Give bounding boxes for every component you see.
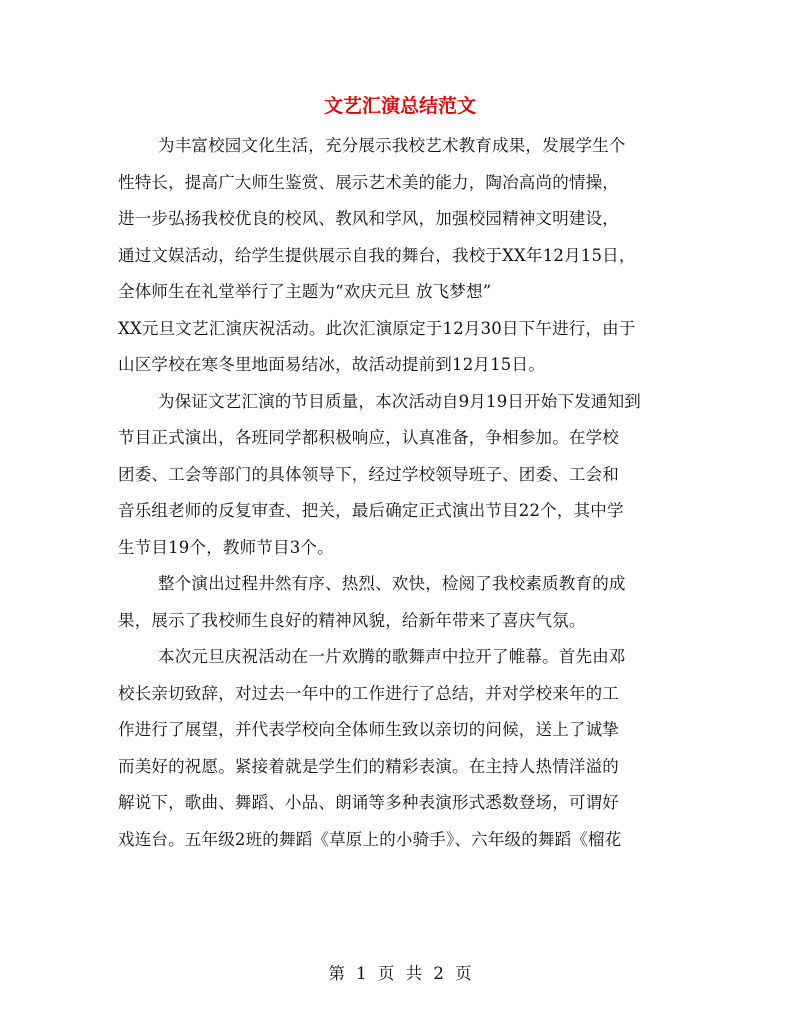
paragraph-line: 为丰富校园文化生活，充分展示我校艺术教育成果，发展学生个 bbox=[158, 136, 626, 155]
paragraph-line: 生节目19个，教师节目3个。 bbox=[118, 537, 334, 557]
paragraph-line: 音乐组老师的反复审查、把关，最后确定正式演出节目22个，其中学 bbox=[118, 501, 624, 520]
paragraph-line: 全体师生在礼堂举行了主题为“欢庆元旦 放飞梦想” bbox=[118, 282, 492, 301]
paragraph-line: 果，展示了我校师生良好的精神风貌，给新年带来了喜庆气氛。 bbox=[118, 610, 586, 630]
document-title: 文艺汇演总结范文 bbox=[323, 95, 476, 117]
paragraph-line: 为保证文艺汇演的节目质量，本次活动自9月19日开始下发通知到 bbox=[158, 391, 641, 411]
paragraph-4 bbox=[118, 639, 686, 858]
paragraph-line: 性特长，提高广大师生鉴赏、展示艺术美的能力，陶冶高尚的情操， bbox=[118, 172, 619, 192]
paragraph-line: 作进行了展望，并代表学校向全体师生致以亲切的问候，送上了诚挚 bbox=[118, 720, 619, 739]
paragraph-line: 进一步弘扬我校优良的校风、教风和学风，加强校园精神文明建设， bbox=[118, 209, 619, 228]
document-body bbox=[118, 128, 686, 858]
paragraph-line: 解说下，歌曲、舞蹈、小品、朗诵等多种表演形式悉数登场，可谓好 bbox=[118, 793, 619, 812]
paragraph-3 bbox=[118, 566, 686, 639]
paragraph-line: 通过文娱活动，给学生提供展示自我的舞台，我校于XX年12月15日， bbox=[118, 245, 636, 265]
paragraph-line: 节目正式演出，各班同学都积极响应，认真准备，争相参加。在学校 bbox=[118, 428, 619, 447]
paragraph-line: 校长亲切致辞，对过去一年中的工作进行了总结，并对学校来年的工 bbox=[118, 683, 619, 703]
paragraph-line: XX元旦文艺汇演庆祝活动。此次汇演原定于12月30日下午进行，由于 bbox=[118, 318, 636, 338]
paragraph-line: 本次元旦庆祝活动在一片欢腾的歌舞声中拉开了帷幕。首先由邓 bbox=[158, 647, 626, 666]
paragraph-line: 整个演出过程井然有序、热烈、欢快，检阅了我校素质教育的成 bbox=[158, 574, 626, 593]
paragraph-line: 团委、工会等部门的具体领导下，经过学校领导班子、团委、工会和 bbox=[118, 464, 619, 484]
paragraph-line: 而美好的祝愿。紧接着就是学生们的精彩表演。在主持人热情洋溢的 bbox=[118, 756, 619, 776]
paragraph-2 bbox=[118, 384, 686, 567]
page-number-footer: 第 1 页 共 2 页 bbox=[328, 964, 472, 983]
paragraph-line: 山区学校在寒冬里地面易结冰，故活动提前到12月15日。 bbox=[118, 355, 545, 374]
paragraph-line: 戏连台。五年级2班的舞蹈《草原上的小骑手》、六年级的舞蹈《榴花 bbox=[118, 829, 622, 849]
paragraph-1 bbox=[118, 128, 686, 384]
